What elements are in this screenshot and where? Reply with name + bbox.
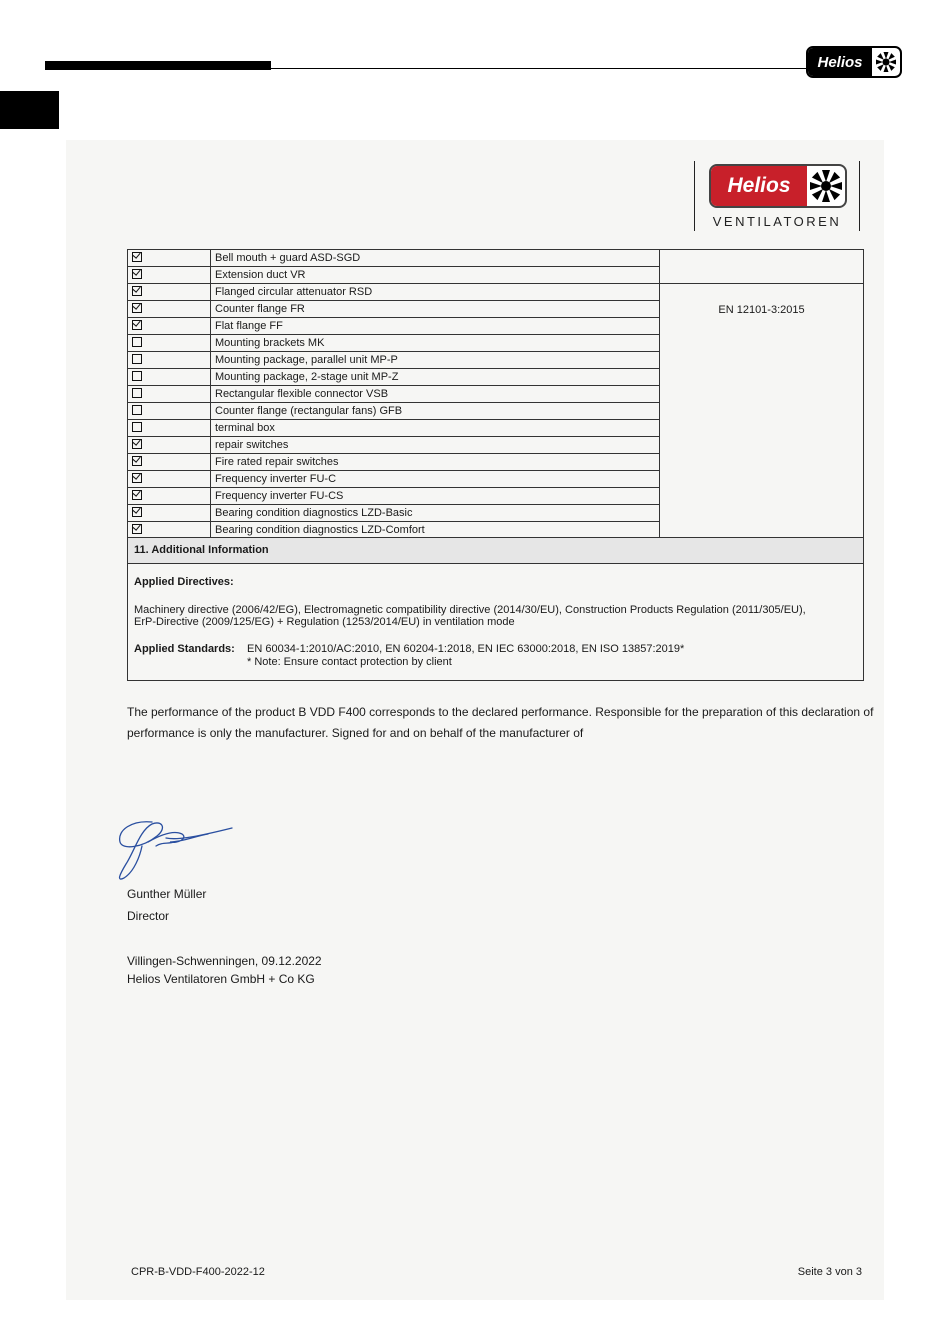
header-logo (806, 46, 902, 78)
checked-box-icon (132, 507, 142, 517)
unchecked-box-icon (132, 354, 142, 364)
applied-standards-note: * Note: Ensure contact protection by client (247, 656, 452, 668)
unchecked-box-icon (132, 337, 142, 347)
checked-box-icon (132, 439, 142, 449)
checked-box-icon (132, 252, 142, 262)
performance-statement: The performance of the product B VDD F400 corresponds to the declared performance. Responsible for the preparation of this declaration of performance is only the manufacturer. Signed for and on behalf of the manufacturer of (127, 705, 874, 740)
unchecked-box-icon (132, 405, 142, 415)
accessory-name: Flanged circular attenuator RSD (211, 284, 660, 301)
accessory-name: Frequency inverter FU-CS (211, 488, 660, 505)
header-logo-text: Helios (808, 48, 872, 76)
checked-box-icon (132, 303, 142, 313)
accessory-name: Mounting brackets MK (211, 335, 660, 352)
accessory-name: Fire rated repair switches (211, 454, 660, 471)
place-and-date: Villingen-Schwenningen, 09.12.2022 (127, 954, 322, 968)
applied-standards-label: Applied Standards: (134, 643, 235, 655)
standard-reference: EN 12101-3:2015 (660, 284, 864, 539)
applied-directives-text: Machinery directive (2006/42/EG), Electromagnetic compatibility directive (2014/30/EU), Construction Products Regulation (2011/305/EU), ErP-Directive (2009/125/EG) + Regulation (1253/2014/EU) in ventilation mode (134, 604, 806, 628)
unchecked-box-icon (132, 388, 142, 398)
page-number: Seite 3 von 3 (797, 1266, 862, 1278)
table-row (128, 250, 864, 267)
accessory-name: repair switches (211, 437, 660, 454)
accessory-name: Extension duct VR (211, 267, 660, 284)
accessory-name: Counter flange (rectangular fans) GFB (211, 403, 660, 420)
signatory-name: Gunther Müller (127, 887, 207, 901)
accessory-name: Bearing condition diagnostics LZD-Comfort (211, 522, 660, 539)
accessory-name: Mounting package, 2-stage unit MP-Z (211, 369, 660, 386)
accessory-name: Frequency inverter FU-C (211, 471, 660, 488)
accessory-name: Counter flange FR (211, 301, 660, 318)
accessory-name: Flat flange FF (211, 318, 660, 335)
document-logo-word: Helios (711, 166, 807, 206)
handwritten-signature (112, 812, 242, 884)
table-row (128, 284, 864, 301)
accessory-name: Bell mouth + guard ASD-SGD (211, 250, 660, 267)
additional-information-section (127, 537, 864, 681)
fan-icon (872, 51, 900, 73)
checked-box-icon (132, 524, 142, 534)
accessory-name: Rectangular flexible connector VSB (211, 386, 660, 403)
signatory-title: Director (127, 909, 170, 923)
side-tab-block (0, 91, 59, 129)
accessory-name: Bearing condition diagnostics LZD-Basic (211, 505, 660, 522)
unchecked-box-icon (132, 422, 142, 432)
accessory-name: terminal box (211, 420, 660, 437)
fan-icon (807, 169, 845, 203)
applied-directives-label: Applied Directives: (134, 576, 234, 588)
unchecked-box-icon (132, 371, 142, 381)
checked-box-icon (132, 286, 142, 296)
header-rule-thin (271, 68, 807, 69)
document-id: CPR-B-VDD-F400-2022-12 (131, 1266, 265, 1278)
section-title: 11. Additional Information (128, 538, 863, 564)
checked-box-icon (132, 320, 142, 330)
document-logo-subtitle: VENTILATOREN (712, 214, 842, 229)
accessories-table (127, 249, 864, 539)
checked-box-icon (132, 473, 142, 483)
checked-box-icon (132, 490, 142, 500)
company-name: Helios Ventilatoren GmbH + Co KG (127, 972, 315, 986)
header-rule-thick (45, 61, 271, 70)
checked-box-icon (132, 456, 142, 466)
accessory-name: Mounting package, parallel unit MP-P (211, 352, 660, 369)
document-logo (694, 161, 860, 231)
applied-standards-value: EN 60034-1:2010/AC:2010, EN 60204-1:2018, EN IEC 63000:2018, EN ISO 13857:2019* (247, 643, 685, 655)
checked-box-icon (132, 269, 142, 279)
